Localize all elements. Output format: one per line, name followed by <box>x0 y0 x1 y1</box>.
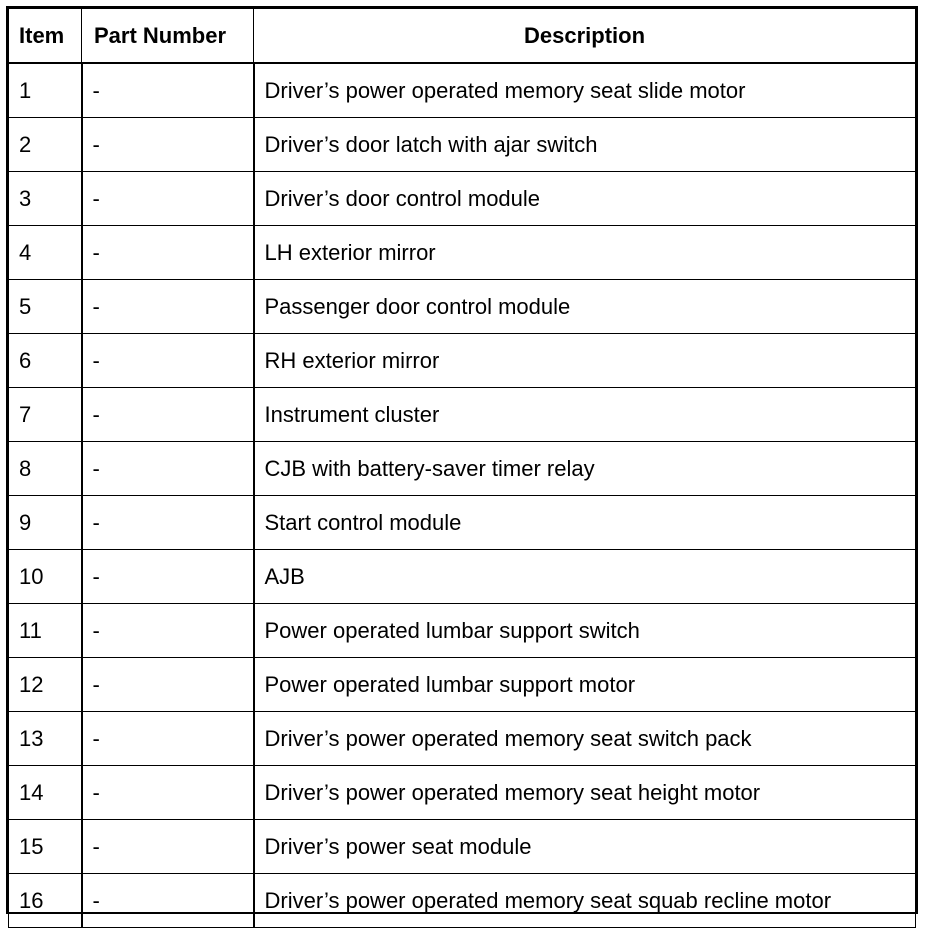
table-row <box>9 496 916 550</box>
table-row <box>9 388 916 442</box>
cell-description: Instrument cluster <box>254 388 916 442</box>
table-header-row <box>9 9 916 64</box>
cell-part-number: - <box>82 658 254 712</box>
table-row <box>9 712 916 766</box>
cell-description: AJB <box>254 550 916 604</box>
cell-part-number: - <box>82 118 254 172</box>
cell-item: 13 <box>9 712 82 766</box>
table-row <box>9 442 916 496</box>
cell-item: 5 <box>9 280 82 334</box>
cell-part-number: - <box>82 388 254 442</box>
cell-part-number: - <box>82 442 254 496</box>
cell-description: Driver’s power seat module <box>254 820 916 874</box>
cell-item: 16 <box>9 874 82 928</box>
cell-item: 3 <box>9 172 82 226</box>
cell-part-number: - <box>82 334 254 388</box>
cell-item: 4 <box>9 226 82 280</box>
table-row <box>9 766 916 820</box>
table-row <box>9 334 916 388</box>
cell-part-number: - <box>82 604 254 658</box>
header-part-number: Part Number <box>82 9 254 64</box>
parts-table <box>8 8 916 928</box>
table-row <box>9 118 916 172</box>
table-row <box>9 874 916 928</box>
cell-description: Driver’s door control module <box>254 172 916 226</box>
cell-description: Driver’s power operated memory seat squab recline motor <box>254 874 916 928</box>
cell-description: Driver’s power operated memory seat switch pack <box>254 712 916 766</box>
table-row <box>9 550 916 604</box>
cell-part-number: - <box>82 874 254 928</box>
table-row <box>9 280 916 334</box>
table-row <box>9 658 916 712</box>
table-row <box>9 172 916 226</box>
cell-item: 8 <box>9 442 82 496</box>
cell-item: 9 <box>9 496 82 550</box>
cell-description: Passenger door control module <box>254 280 916 334</box>
cell-item: 1 <box>9 63 82 118</box>
cell-part-number: - <box>82 496 254 550</box>
cell-part-number: - <box>82 280 254 334</box>
cell-part-number: - <box>82 550 254 604</box>
cell-item: 11 <box>9 604 82 658</box>
parts-table-frame <box>6 6 918 914</box>
cell-item: 14 <box>9 766 82 820</box>
cell-description: Start control module <box>254 496 916 550</box>
table-row <box>9 226 916 280</box>
cell-part-number: - <box>82 63 254 118</box>
cell-part-number: - <box>82 820 254 874</box>
cell-description: RH exterior mirror <box>254 334 916 388</box>
cell-item: 10 <box>9 550 82 604</box>
header-item: Item <box>9 9 82 64</box>
cell-description: Power operated lumbar support switch <box>254 604 916 658</box>
table-row <box>9 820 916 874</box>
cell-description: LH exterior mirror <box>254 226 916 280</box>
cell-item: 2 <box>9 118 82 172</box>
table-body <box>9 63 916 928</box>
cell-part-number: - <box>82 226 254 280</box>
cell-description: Driver’s power operated memory seat height motor <box>254 766 916 820</box>
header-description: Description <box>254 9 916 64</box>
cell-description: Power operated lumbar support motor <box>254 658 916 712</box>
cell-part-number: - <box>82 172 254 226</box>
cell-description: Driver’s door latch with ajar switch <box>254 118 916 172</box>
cell-item: 7 <box>9 388 82 442</box>
cell-part-number: - <box>82 712 254 766</box>
cell-item: 12 <box>9 658 82 712</box>
cell-item: 15 <box>9 820 82 874</box>
table-row <box>9 604 916 658</box>
cell-part-number: - <box>82 766 254 820</box>
cell-description: Driver’s power operated memory seat slide motor <box>254 63 916 118</box>
cell-item: 6 <box>9 334 82 388</box>
cell-description: CJB with battery-saver timer relay <box>254 442 916 496</box>
table-row <box>9 63 916 118</box>
